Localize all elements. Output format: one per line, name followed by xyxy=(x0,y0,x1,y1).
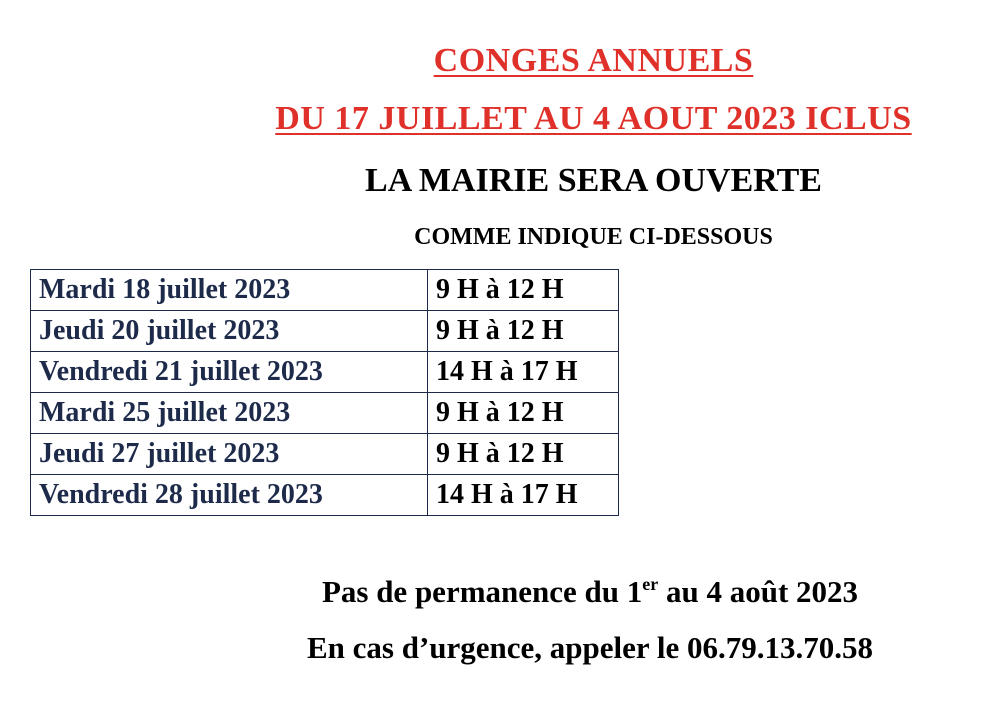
table-row xyxy=(31,311,619,352)
schedule-day: Vendredi 28 juillet 2023 xyxy=(31,475,428,516)
schedule-hours: 14 H à 17 H xyxy=(428,475,619,516)
schedule-day: Mardi 18 juillet 2023 xyxy=(31,270,428,311)
no-service-suffix: au 4 août 2023 xyxy=(658,574,859,609)
title-mairie-ouverte: LA MAIRIE SERA OUVERTE xyxy=(365,162,822,199)
schedule-day: Jeudi 27 juillet 2023 xyxy=(31,434,428,475)
table-row xyxy=(31,434,619,475)
schedule-day: Mardi 25 juillet 2023 xyxy=(31,393,428,434)
no-service-prefix: Pas de permanence du 1 xyxy=(321,574,643,609)
opening-schedule-table xyxy=(30,269,619,516)
schedule-hours: 9 H à 12 H xyxy=(428,311,619,352)
schedule-hours: 9 H à 12 H xyxy=(428,393,619,434)
table-row xyxy=(31,352,619,393)
no-service-notice xyxy=(0,574,997,610)
schedule-day: Jeudi 20 juillet 2023 xyxy=(31,311,428,352)
no-service-superscript: er xyxy=(642,574,659,594)
schedule-hours: 9 H à 12 H xyxy=(428,270,619,311)
table-row xyxy=(31,270,619,311)
title-conges-annuels: CONGES ANNUELS xyxy=(433,42,754,79)
emergency-phone-notice: En cas d’urgence, appeler le 06.79.13.70.58 xyxy=(306,630,873,665)
schedule-hours: 9 H à 12 H xyxy=(428,434,619,475)
title-date-range: DU 17 JUILLET AU 4 AOUT 2023 ICLUS xyxy=(275,100,912,137)
schedule-day: Vendredi 21 juillet 2023 xyxy=(31,352,428,393)
schedule-hours: 14 H à 17 H xyxy=(428,352,619,393)
table-row xyxy=(31,475,619,516)
table-row xyxy=(31,393,619,434)
subtitle-comme-indique: COMME INDIQUE CI-DESSOUS xyxy=(414,224,773,250)
